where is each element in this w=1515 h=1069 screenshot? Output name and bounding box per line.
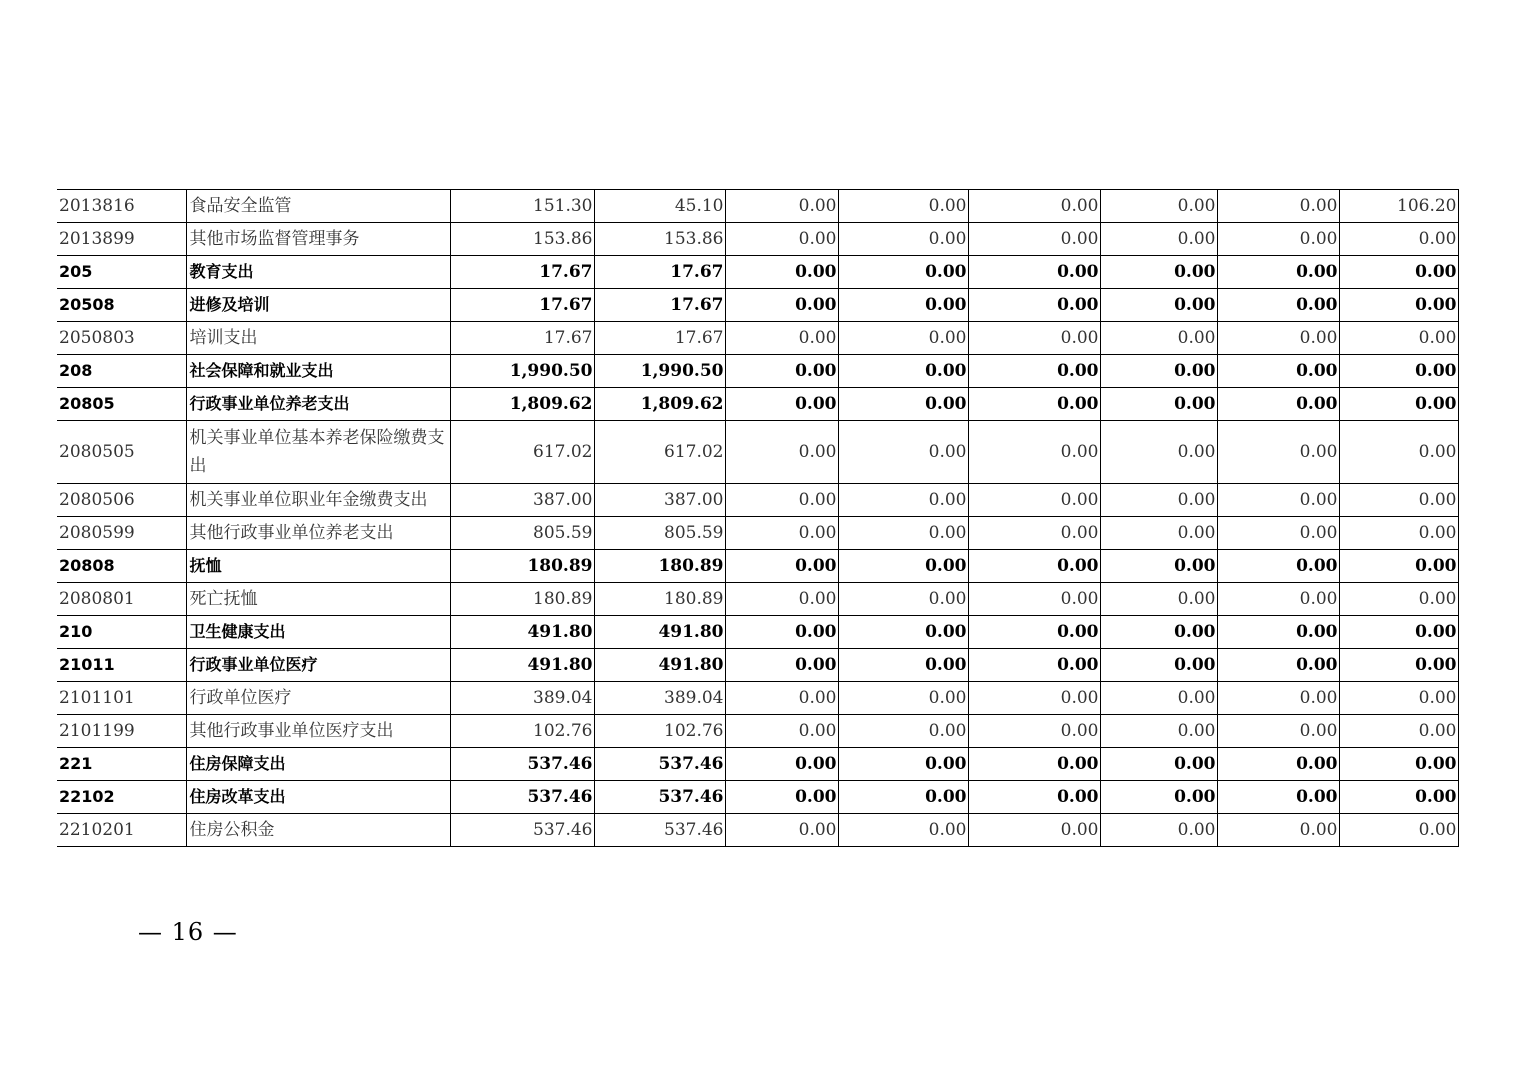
subject-code: 20805 xyxy=(57,388,186,421)
amount-cell: 0.00 xyxy=(1339,421,1458,484)
amount-cell: 0.00 xyxy=(1339,223,1458,256)
subject-name: 卫生健康支出 xyxy=(186,616,450,649)
amount-cell: 0.00 xyxy=(838,355,968,388)
amount-cell: 0.00 xyxy=(968,550,1100,583)
table-row xyxy=(57,550,1458,583)
amount-cell: 0.00 xyxy=(1100,649,1217,682)
amount-cell: 0.00 xyxy=(1217,190,1339,223)
subject-name: 培训支出 xyxy=(186,322,450,355)
table-row xyxy=(57,649,1458,682)
amount-cell: 0.00 xyxy=(725,517,838,550)
amount-cell: 0.00 xyxy=(725,781,838,814)
amount-cell: 0.00 xyxy=(1100,256,1217,289)
subject-name: 社会保障和就业支出 xyxy=(186,355,450,388)
amount-cell: 617.02 xyxy=(450,421,594,484)
amount-cell: 0.00 xyxy=(1339,322,1458,355)
amount-cell: 1,809.62 xyxy=(450,388,594,421)
subject-code: 208 xyxy=(57,355,186,388)
amount-cell: 0.00 xyxy=(968,682,1100,715)
table-row xyxy=(57,715,1458,748)
amount-cell: 0.00 xyxy=(1339,550,1458,583)
subject-code: 22102 xyxy=(57,781,186,814)
amount-cell: 0.00 xyxy=(838,550,968,583)
subject-name: 住房改革支出 xyxy=(186,781,450,814)
amount-cell: 0.00 xyxy=(838,484,968,517)
subject-code: 2013816 xyxy=(57,190,186,223)
amount-cell: 537.46 xyxy=(450,814,594,847)
amount-cell: 0.00 xyxy=(1217,388,1339,421)
amount-cell: 17.67 xyxy=(594,322,725,355)
amount-cell: 0.00 xyxy=(968,355,1100,388)
amount-cell: 0.00 xyxy=(1100,484,1217,517)
amount-cell: 0.00 xyxy=(838,256,968,289)
amount-cell: 0.00 xyxy=(1100,223,1217,256)
table-row xyxy=(57,748,1458,781)
amount-cell: 0.00 xyxy=(1339,682,1458,715)
table-row xyxy=(57,484,1458,517)
amount-cell: 0.00 xyxy=(1100,289,1217,322)
amount-cell: 0.00 xyxy=(968,484,1100,517)
amount-cell: 0.00 xyxy=(968,748,1100,781)
amount-cell: 0.00 xyxy=(838,223,968,256)
amount-cell: 0.00 xyxy=(1339,748,1458,781)
table-row xyxy=(57,421,1458,484)
amount-cell: 0.00 xyxy=(968,256,1100,289)
amount-cell: 17.67 xyxy=(594,289,725,322)
amount-cell: 0.00 xyxy=(725,583,838,616)
amount-cell: 0.00 xyxy=(1217,484,1339,517)
subject-code: 2080599 xyxy=(57,517,186,550)
table-body xyxy=(57,190,1458,847)
amount-cell: 537.46 xyxy=(450,781,594,814)
subject-name: 机关事业单位职业年金缴费支出 xyxy=(186,484,450,517)
amount-cell: 0.00 xyxy=(725,256,838,289)
amount-cell: 102.76 xyxy=(450,715,594,748)
amount-cell: 0.00 xyxy=(838,649,968,682)
amount-cell: 102.76 xyxy=(594,715,725,748)
subject-name: 机关事业单位基本养老保险缴费支出 xyxy=(186,421,450,484)
page-number: — 16 — xyxy=(138,918,238,946)
amount-cell: 0.00 xyxy=(1100,517,1217,550)
amount-cell: 0.00 xyxy=(725,322,838,355)
amount-cell: 0.00 xyxy=(725,715,838,748)
amount-cell: 0.00 xyxy=(838,814,968,847)
table-row xyxy=(57,322,1458,355)
table-row xyxy=(57,682,1458,715)
amount-cell: 0.00 xyxy=(1100,583,1217,616)
subject-code: 2080505 xyxy=(57,421,186,484)
amount-cell: 0.00 xyxy=(968,715,1100,748)
amount-cell: 106.20 xyxy=(1339,190,1458,223)
amount-cell: 389.04 xyxy=(450,682,594,715)
amount-cell: 0.00 xyxy=(1100,748,1217,781)
amount-cell: 491.80 xyxy=(450,616,594,649)
subject-name: 行政事业单位医疗 xyxy=(186,649,450,682)
amount-cell: 0.00 xyxy=(1339,355,1458,388)
amount-cell: 0.00 xyxy=(725,421,838,484)
amount-cell: 1,990.50 xyxy=(594,355,725,388)
subject-name: 抚恤 xyxy=(186,550,450,583)
amount-cell: 0.00 xyxy=(838,388,968,421)
amount-cell: 617.02 xyxy=(594,421,725,484)
amount-cell: 0.00 xyxy=(1217,649,1339,682)
amount-cell: 17.67 xyxy=(450,322,594,355)
amount-cell: 0.00 xyxy=(1339,484,1458,517)
amount-cell: 0.00 xyxy=(968,421,1100,484)
amount-cell: 0.00 xyxy=(968,517,1100,550)
amount-cell: 180.89 xyxy=(450,550,594,583)
table-row xyxy=(57,814,1458,847)
amount-cell: 0.00 xyxy=(1100,682,1217,715)
amount-cell: 537.46 xyxy=(594,781,725,814)
table-row xyxy=(57,781,1458,814)
subject-name: 住房保障支出 xyxy=(186,748,450,781)
amount-cell: 0.00 xyxy=(1339,781,1458,814)
amount-cell: 0.00 xyxy=(1217,322,1339,355)
amount-cell: 0.00 xyxy=(1339,256,1458,289)
amount-cell: 0.00 xyxy=(838,421,968,484)
subject-name: 其他市场监督管理事务 xyxy=(186,223,450,256)
amount-cell: 0.00 xyxy=(1217,748,1339,781)
amount-cell: 0.00 xyxy=(968,388,1100,421)
amount-cell: 0.00 xyxy=(1100,388,1217,421)
subject-code: 21011 xyxy=(57,649,186,682)
amount-cell: 0.00 xyxy=(968,616,1100,649)
amount-cell: 0.00 xyxy=(838,715,968,748)
amount-cell: 0.00 xyxy=(968,322,1100,355)
subject-code: 2050803 xyxy=(57,322,186,355)
subject-code: 221 xyxy=(57,748,186,781)
amount-cell: 0.00 xyxy=(725,223,838,256)
budget-table xyxy=(57,189,1459,847)
amount-cell: 0.00 xyxy=(838,616,968,649)
amount-cell: 0.00 xyxy=(1100,421,1217,484)
subject-code: 205 xyxy=(57,256,186,289)
amount-cell: 0.00 xyxy=(1217,814,1339,847)
amount-cell: 0.00 xyxy=(1339,616,1458,649)
amount-cell: 0.00 xyxy=(1339,289,1458,322)
subject-code: 20808 xyxy=(57,550,186,583)
amount-cell: 0.00 xyxy=(1217,223,1339,256)
subject-name: 行政事业单位养老支出 xyxy=(186,388,450,421)
amount-cell: 17.67 xyxy=(450,289,594,322)
amount-cell: 180.89 xyxy=(594,550,725,583)
amount-cell: 0.00 xyxy=(838,748,968,781)
amount-cell: 0.00 xyxy=(968,814,1100,847)
amount-cell: 0.00 xyxy=(1217,289,1339,322)
subject-name: 进修及培训 xyxy=(186,289,450,322)
subject-name: 行政单位医疗 xyxy=(186,682,450,715)
table-row xyxy=(57,616,1458,649)
amount-cell: 0.00 xyxy=(1217,682,1339,715)
amount-cell: 537.46 xyxy=(450,748,594,781)
subject-code: 210 xyxy=(57,616,186,649)
amount-cell: 491.80 xyxy=(594,616,725,649)
amount-cell: 537.46 xyxy=(594,748,725,781)
amount-cell: 0.00 xyxy=(1217,550,1339,583)
amount-cell: 151.30 xyxy=(450,190,594,223)
amount-cell: 0.00 xyxy=(1217,355,1339,388)
amount-cell: 805.59 xyxy=(450,517,594,550)
amount-cell: 0.00 xyxy=(968,190,1100,223)
subject-name: 教育支出 xyxy=(186,256,450,289)
subject-code: 2013899 xyxy=(57,223,186,256)
subject-code: 2101199 xyxy=(57,715,186,748)
subject-name: 食品安全监管 xyxy=(186,190,450,223)
amount-cell: 0.00 xyxy=(838,289,968,322)
amount-cell: 0.00 xyxy=(838,517,968,550)
amount-cell: 1,809.62 xyxy=(594,388,725,421)
amount-cell: 0.00 xyxy=(725,355,838,388)
amount-cell: 387.00 xyxy=(450,484,594,517)
subject-name: 住房公积金 xyxy=(186,814,450,847)
amount-cell: 0.00 xyxy=(1217,583,1339,616)
amount-cell: 0.00 xyxy=(1100,616,1217,649)
amount-cell: 491.80 xyxy=(450,649,594,682)
amount-cell: 0.00 xyxy=(1100,781,1217,814)
amount-cell: 0.00 xyxy=(1339,715,1458,748)
amount-cell: 491.80 xyxy=(594,649,725,682)
amount-cell: 537.46 xyxy=(594,814,725,847)
amount-cell: 0.00 xyxy=(968,649,1100,682)
amount-cell: 0.00 xyxy=(1339,517,1458,550)
amount-cell: 0.00 xyxy=(968,223,1100,256)
amount-cell: 0.00 xyxy=(725,388,838,421)
amount-cell: 0.00 xyxy=(1217,421,1339,484)
amount-cell: 0.00 xyxy=(1100,190,1217,223)
amount-cell: 0.00 xyxy=(1339,583,1458,616)
subject-code: 2080801 xyxy=(57,583,186,616)
table-row xyxy=(57,190,1458,223)
subject-code: 2210201 xyxy=(57,814,186,847)
table-row xyxy=(57,388,1458,421)
table-row xyxy=(57,517,1458,550)
amount-cell: 153.86 xyxy=(450,223,594,256)
amount-cell: 17.67 xyxy=(594,256,725,289)
amount-cell: 389.04 xyxy=(594,682,725,715)
amount-cell: 0.00 xyxy=(1100,715,1217,748)
table-row xyxy=(57,223,1458,256)
amount-cell: 0.00 xyxy=(1100,355,1217,388)
amount-cell: 0.00 xyxy=(725,814,838,847)
amount-cell: 387.00 xyxy=(594,484,725,517)
amount-cell: 180.89 xyxy=(594,583,725,616)
amount-cell: 0.00 xyxy=(1339,649,1458,682)
amount-cell: 0.00 xyxy=(1217,781,1339,814)
amount-cell: 0.00 xyxy=(1100,814,1217,847)
table-row xyxy=(57,256,1458,289)
amount-cell: 180.89 xyxy=(450,583,594,616)
amount-cell: 1,990.50 xyxy=(450,355,594,388)
amount-cell: 805.59 xyxy=(594,517,725,550)
amount-cell: 0.00 xyxy=(968,583,1100,616)
subject-name: 其他行政事业单位医疗支出 xyxy=(186,715,450,748)
amount-cell: 0.00 xyxy=(1100,550,1217,583)
amount-cell: 0.00 xyxy=(725,484,838,517)
subject-code: 2080506 xyxy=(57,484,186,517)
amount-cell: 0.00 xyxy=(725,550,838,583)
amount-cell: 0.00 xyxy=(725,748,838,781)
amount-cell: 0.00 xyxy=(725,682,838,715)
amount-cell: 153.86 xyxy=(594,223,725,256)
subject-name: 死亡抚恤 xyxy=(186,583,450,616)
amount-cell: 45.10 xyxy=(594,190,725,223)
amount-cell: 17.67 xyxy=(450,256,594,289)
amount-cell: 0.00 xyxy=(1217,517,1339,550)
amount-cell: 0.00 xyxy=(1217,715,1339,748)
subject-code: 2101101 xyxy=(57,682,186,715)
table-row xyxy=(57,289,1458,322)
subject-code: 20508 xyxy=(57,289,186,322)
amount-cell: 0.00 xyxy=(1217,616,1339,649)
amount-cell: 0.00 xyxy=(838,781,968,814)
table-row xyxy=(57,583,1458,616)
amount-cell: 0.00 xyxy=(838,682,968,715)
amount-cell: 0.00 xyxy=(968,781,1100,814)
amount-cell: 0.00 xyxy=(838,322,968,355)
amount-cell: 0.00 xyxy=(725,616,838,649)
table-row xyxy=(57,355,1458,388)
amount-cell: 0.00 xyxy=(725,649,838,682)
amount-cell: 0.00 xyxy=(725,289,838,322)
amount-cell: 0.00 xyxy=(725,190,838,223)
amount-cell: 0.00 xyxy=(1100,322,1217,355)
subject-name: 其他行政事业单位养老支出 xyxy=(186,517,450,550)
amount-cell: 0.00 xyxy=(838,190,968,223)
amount-cell: 0.00 xyxy=(1339,814,1458,847)
amount-cell: 0.00 xyxy=(968,289,1100,322)
amount-cell: 0.00 xyxy=(1339,388,1458,421)
amount-cell: 0.00 xyxy=(1217,256,1339,289)
amount-cell: 0.00 xyxy=(838,583,968,616)
